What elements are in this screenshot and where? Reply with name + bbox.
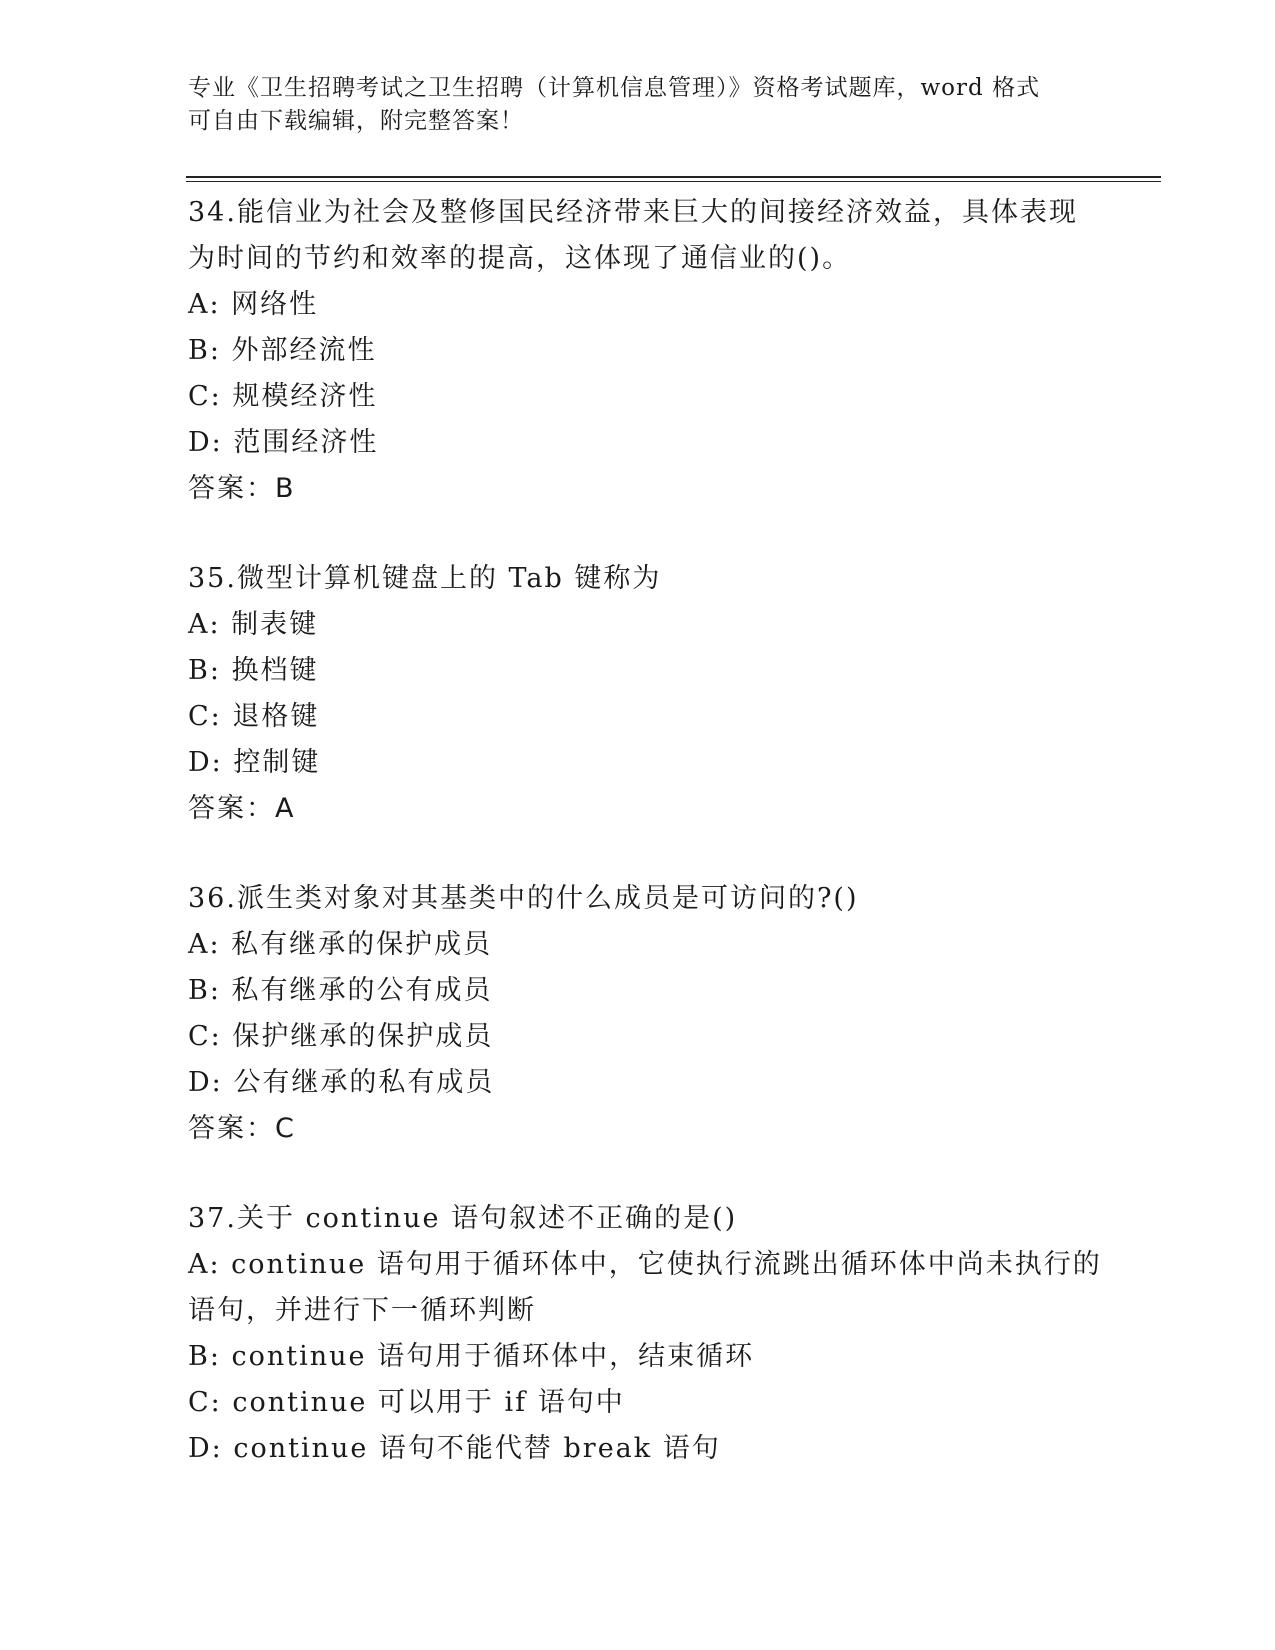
option-c: C: continue 可以用于 if 语句中 [188,1387,625,1418]
option-c: C: 保护继承的保护成员 [188,1021,494,1052]
option-b: B: 换档键 [188,655,319,686]
answer: 答案：B [188,473,296,504]
document-header [188,72,1088,138]
answer: 答案：C [188,1113,296,1144]
option-a-continued: 语句，并进行下一循环判断 [188,1295,536,1326]
header-divider [186,176,1161,182]
question-stem: 36.派生类对象对其基类中的什么成员是可访问的?() [188,883,859,914]
option-c: C: 规模经济性 [188,381,378,412]
question-stem: 37.关于 continue 语句叙述不正确的是() [188,1203,738,1234]
question-item [188,556,1088,832]
option-b: B: 私有继承的公有成员 [188,975,493,1006]
option-a: A: continue 语句用于循环体中，它使执行流跳出循环体中尚未执行的 [188,1249,1102,1280]
header-line: 专业《卫生招聘考试之卫生招聘（计算机信息管理）》资格考试题库，word 格式 [188,75,1041,101]
option-c: C: 退格键 [188,701,320,732]
answer: 答案：A [188,793,296,824]
question-stem: 35.微型计算机键盘上的 Tab 键称为 [188,563,662,594]
question-item [188,190,1088,512]
option-d: D: continue 语句不能代替 break 语句 [188,1433,721,1464]
option-a: A: 私有继承的保护成员 [188,929,493,960]
option-d: D: 控制键 [188,747,321,778]
option-b: B: 外部经流性 [188,335,377,366]
header-line: 可自由下载编辑，附完整答案！ [188,108,524,134]
option-d: D: 范围经济性 [188,427,379,458]
option-a: A: 制表键 [188,609,319,640]
question-item [188,876,1088,1152]
option-b: B: continue 语句用于循环体中，结束循环 [188,1341,755,1372]
option-d: D: 公有继承的私有成员 [188,1067,495,1098]
question-stem: 为时间的节约和效率的提高，这体现了通信业的()。 [188,243,852,274]
question-stem: 34.能信业为社会及整修国民经济带来巨大的间接经济效益，具体表现 [188,197,1078,228]
option-a: A: 网络性 [188,289,319,320]
question-item [188,1196,1102,1472]
question-list [188,190,1102,1516]
